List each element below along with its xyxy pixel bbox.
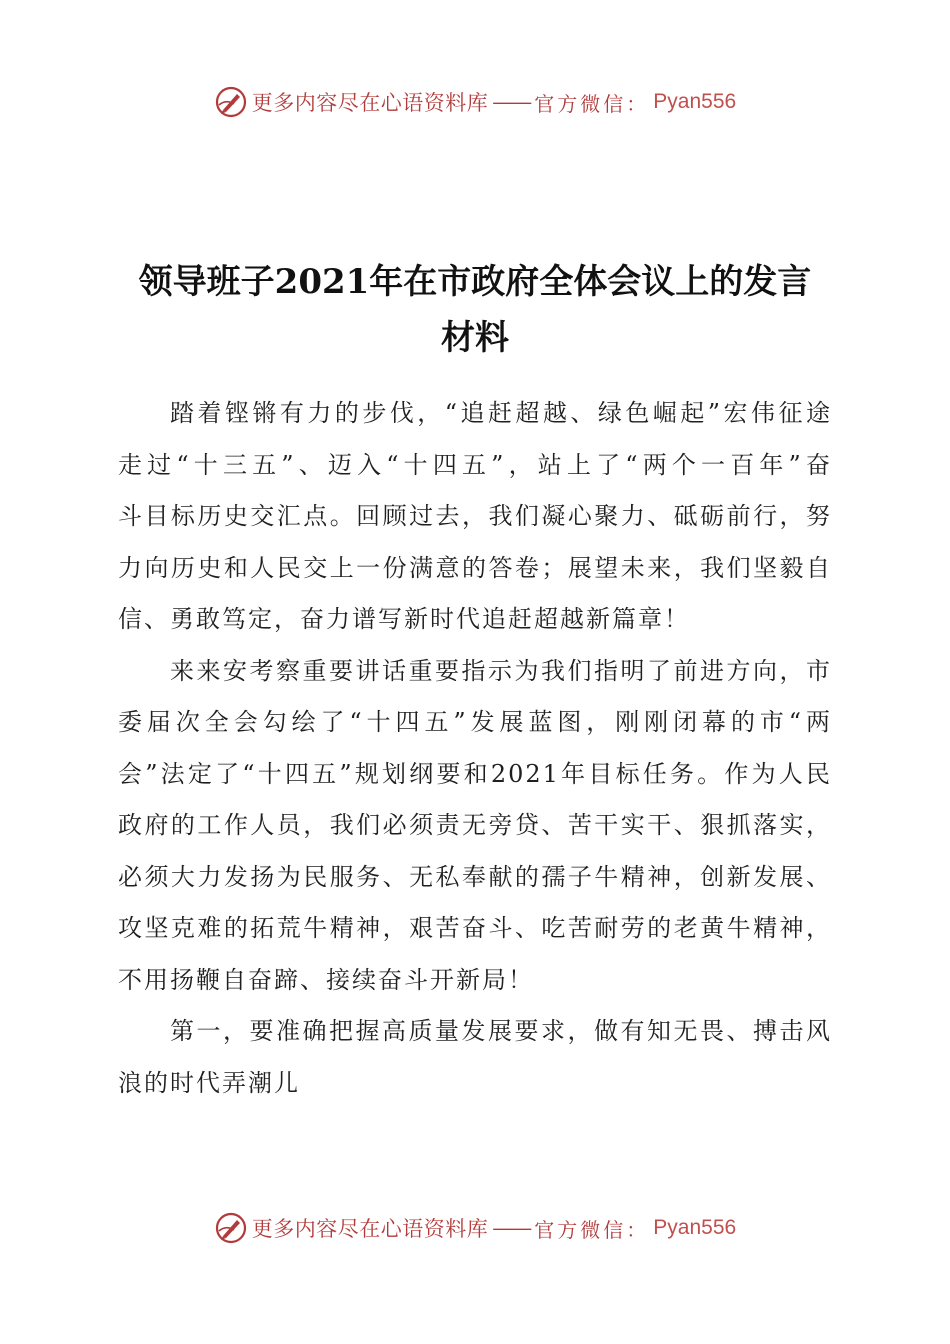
text-line: 斗目标历史交汇点。回顾过去，我们凝心聚力、砥砺前行，努 [118, 502, 832, 530]
paragraph [118, 646, 832, 1007]
text-line: 攻坚克难的拓荒牛精神，艰苦奋斗、吃苦耐劳的老黄牛精神， [118, 914, 832, 942]
text-line: 政府的工作人员，我们必须责无旁贷、苦干实干、狠抓落实， [118, 811, 832, 839]
text-line: 会”法定了“十四五”规划纲要和2021年目标任务。作为人民 [118, 759, 832, 788]
header-account-id: Pyan556 [653, 90, 737, 113]
document-title [100, 254, 850, 366]
title-line: 领导班子2021年在市政府全体会议上的发言 [138, 262, 812, 302]
header-dash: —— [492, 90, 531, 114]
paragraph [118, 388, 832, 646]
footer-account-id: Pyan556 [653, 1216, 737, 1239]
text-line: 走过“十三五”、迈入“十四五”，站上了“两个一百年”奋 [118, 450, 832, 479]
header-watermark-banner [0, 82, 950, 122]
text-line: 不用扬鞭自奋蹄、接续奋斗开新局！ [118, 965, 534, 994]
text-line: 第一，要准确把握高质量发展要求，做有知无畏、搏击风 [170, 1017, 832, 1045]
title-line: 材料 [441, 318, 509, 358]
footer-wechat-label: 官方微信： [534, 1217, 650, 1242]
text-line: 力向历史和人民交上一份满意的答卷；展望未来，我们坚毅自 [118, 553, 832, 582]
text-line: 委届次全会勾绘了“十四五”发展蓝图，刚刚闭幕的市“两 [118, 708, 832, 736]
footer-brand-text: 更多内容尽在心语资料库 [251, 1217, 489, 1241]
text-line: 信、勇敢笃定，奋力谱写新时代追赶超越新篇章！ [118, 605, 690, 633]
pen-logo-icon [214, 85, 248, 119]
paragraph [118, 1006, 832, 1109]
text-line: 浪的时代弄潮儿 [118, 1068, 300, 1097]
text-line: 必须大力发扬为民服务、无私奉献的孺子牛精神，创新发展、 [118, 862, 832, 891]
footer-dash: —— [492, 1216, 531, 1240]
header-wechat-label: 官方微信： [534, 91, 650, 116]
text-line: 踏着铿锵有力的步伐，“追赶超越、绿色崛起”宏伟征途 [170, 399, 832, 427]
text-line: 来来安考察重要讲话重要指示为我们指明了前进方向，市 [170, 656, 832, 685]
footer-watermark-banner [0, 1208, 950, 1248]
header-brand-text: 更多内容尽在心语资料库 [251, 91, 489, 115]
pen-logo-icon [214, 1211, 248, 1245]
document-body [118, 388, 832, 1109]
